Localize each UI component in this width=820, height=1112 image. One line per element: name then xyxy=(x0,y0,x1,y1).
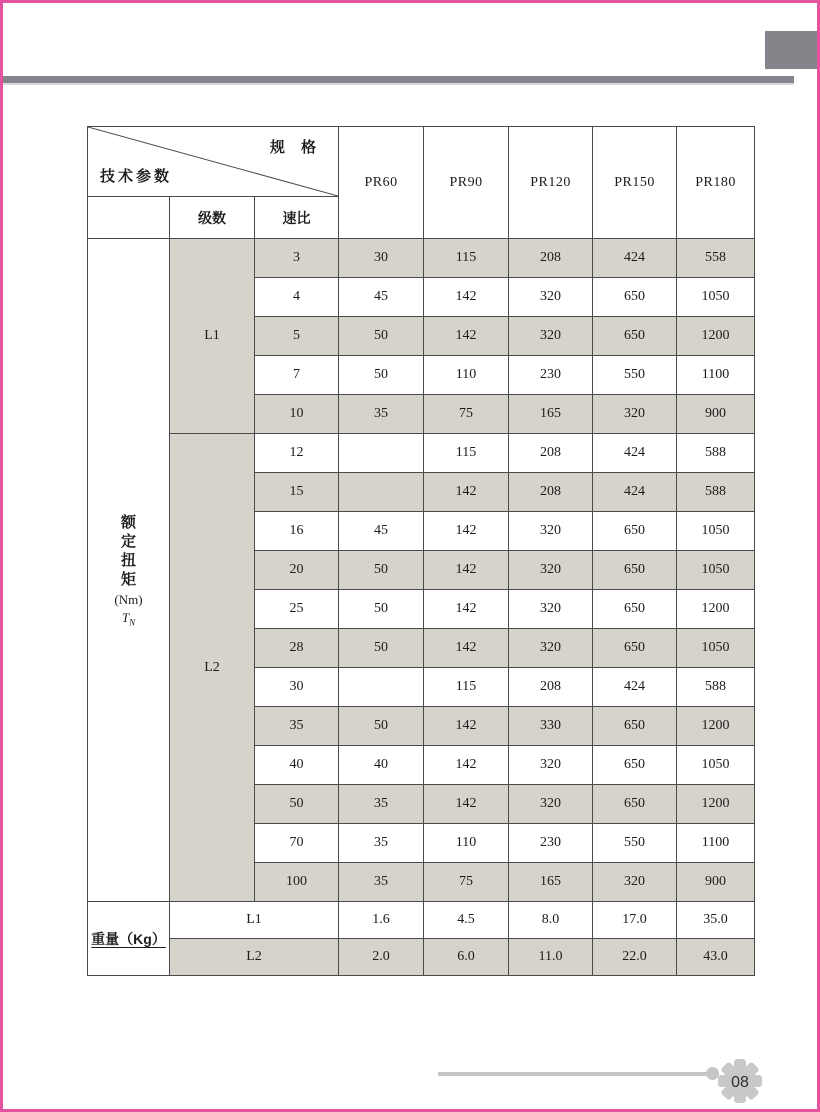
value-cell-pr60: 50 xyxy=(339,629,424,668)
weight-value-cell-pr150: 17.0 xyxy=(593,902,677,939)
value-cell-pr90: 142 xyxy=(424,473,509,512)
value-cell-pr90: 142 xyxy=(424,317,509,356)
weight-stage-cell: L2 xyxy=(170,939,339,976)
value-cell-pr90: 142 xyxy=(424,590,509,629)
value-cell-pr60 xyxy=(339,668,424,707)
value-cell-pr90: 115 xyxy=(424,239,509,278)
value-cell-pr120: 165 xyxy=(509,395,593,434)
weight-value-cell-pr120: 8.0 xyxy=(509,902,593,939)
value-cell-pr60: 50 xyxy=(339,590,424,629)
weight-stage-cell: L1 xyxy=(170,902,339,939)
value-cell-pr90: 115 xyxy=(424,434,509,473)
ratio-cell: 30 xyxy=(255,668,339,707)
value-cell-pr150: 550 xyxy=(593,824,677,863)
value-cell-pr120: 320 xyxy=(509,512,593,551)
value-cell-pr90: 110 xyxy=(424,356,509,395)
weight-value-cell-pr60: 2.0 xyxy=(339,939,424,976)
torque-label-cell xyxy=(88,239,170,902)
ratio-cell: 4 xyxy=(255,278,339,317)
value-cell-pr180: 1100 xyxy=(677,824,755,863)
value-cell-pr120: 208 xyxy=(509,434,593,473)
torque-unit-label: (Nm) xyxy=(114,591,143,607)
value-cell-pr150: 650 xyxy=(593,707,677,746)
value-cell-pr180: 1050 xyxy=(677,629,755,668)
value-cell-pr180: 1050 xyxy=(677,278,755,317)
ratio-cell: 70 xyxy=(255,824,339,863)
value-cell-pr90: 110 xyxy=(424,824,509,863)
corner-label-parameters: 技术参数 xyxy=(100,168,173,185)
value-cell-pr90: 142 xyxy=(424,551,509,590)
value-cell-pr120: 320 xyxy=(509,317,593,356)
stage-cell-L1: L1 xyxy=(170,239,255,434)
value-cell-pr120: 230 xyxy=(509,356,593,395)
ratio-cell: 7 xyxy=(255,356,339,395)
value-cell-pr150: 650 xyxy=(593,278,677,317)
torque-label-char: 扭 xyxy=(120,551,136,569)
value-cell-pr60: 50 xyxy=(339,707,424,746)
value-cell-pr60 xyxy=(339,434,424,473)
ratio-cell: 5 xyxy=(255,317,339,356)
value-cell-pr150: 650 xyxy=(593,512,677,551)
value-cell-pr90: 142 xyxy=(424,278,509,317)
ratio-cell: 12 xyxy=(255,434,339,473)
subheader-stage: 级数 xyxy=(170,197,255,239)
value-cell-pr120: 320 xyxy=(509,746,593,785)
col-header-pr90: PR90 xyxy=(424,127,509,239)
value-cell-pr60: 45 xyxy=(339,278,424,317)
value-cell-pr120: 208 xyxy=(509,239,593,278)
value-cell-pr180: 588 xyxy=(677,668,755,707)
ratio-cell: 3 xyxy=(255,239,339,278)
footer-rule-line xyxy=(438,1072,710,1076)
empty-header-cell xyxy=(88,197,170,239)
value-cell-pr120: 330 xyxy=(509,707,593,746)
weight-row-L2 xyxy=(88,939,755,976)
value-cell-pr60: 40 xyxy=(339,746,424,785)
value-cell-pr180: 1200 xyxy=(677,317,755,356)
value-cell-pr120: 208 xyxy=(509,668,593,707)
value-cell-pr60: 50 xyxy=(339,551,424,590)
value-cell-pr120: 230 xyxy=(509,824,593,863)
weight-value-cell-pr180: 35.0 xyxy=(677,902,755,939)
col-header-pr180: PR180 xyxy=(677,127,755,239)
value-cell-pr90: 142 xyxy=(424,512,509,551)
weight-value-cell-pr90: 4.5 xyxy=(424,902,509,939)
value-cell-pr180: 1100 xyxy=(677,356,755,395)
value-cell-pr150: 550 xyxy=(593,356,677,395)
value-cell-pr90: 142 xyxy=(424,785,509,824)
value-cell-pr150: 320 xyxy=(593,395,677,434)
page-number: 08 xyxy=(731,1074,749,1091)
spec-table xyxy=(87,126,755,976)
value-cell-pr90: 142 xyxy=(424,707,509,746)
value-cell-pr150: 424 xyxy=(593,239,677,278)
value-cell-pr60: 50 xyxy=(339,356,424,395)
value-cell-pr180: 1050 xyxy=(677,512,755,551)
value-cell-pr180: 1200 xyxy=(677,785,755,824)
value-cell-pr150: 650 xyxy=(593,317,677,356)
value-cell-pr180: 1050 xyxy=(677,746,755,785)
col-header-pr60: PR60 xyxy=(339,127,424,239)
value-cell-pr150: 320 xyxy=(593,863,677,902)
torque-label-char: 定 xyxy=(120,532,136,550)
value-cell-pr90: 75 xyxy=(424,395,509,434)
ratio-cell: 100 xyxy=(255,863,339,902)
corner-header-cell xyxy=(88,127,339,197)
weight-row-L1 xyxy=(88,902,755,939)
col-header-pr150: PR150 xyxy=(593,127,677,239)
corner-label-spec: 规 格 xyxy=(269,139,323,156)
value-cell-pr180: 900 xyxy=(677,395,755,434)
value-cell-pr180: 900 xyxy=(677,863,755,902)
ratio-cell: 28 xyxy=(255,629,339,668)
value-cell-pr60: 35 xyxy=(339,395,424,434)
gear-page-number-icon xyxy=(714,1053,766,1109)
value-cell-pr180: 1050 xyxy=(677,551,755,590)
weight-value-cell-pr120: 11.0 xyxy=(509,939,593,976)
value-cell-pr120: 208 xyxy=(509,473,593,512)
value-cell-pr120: 165 xyxy=(509,863,593,902)
data-row-ratio-12 xyxy=(88,434,755,473)
stage-cell-L2: L2 xyxy=(170,434,255,902)
weight-value-cell-pr150: 22.0 xyxy=(593,939,677,976)
ratio-cell: 50 xyxy=(255,785,339,824)
value-cell-pr90: 115 xyxy=(424,668,509,707)
torque-label-vertical-text xyxy=(88,513,169,589)
ratio-cell: 20 xyxy=(255,551,339,590)
weight-label-cell: 重量（Kg） xyxy=(88,902,170,976)
value-cell-pr60: 35 xyxy=(339,824,424,863)
table-header-row-1 xyxy=(88,127,755,197)
torque-label-char: 矩 xyxy=(120,570,136,588)
value-cell-pr60 xyxy=(339,473,424,512)
header-divider-bar xyxy=(3,76,794,85)
data-row-ratio-3 xyxy=(88,239,755,278)
value-cell-pr150: 650 xyxy=(593,590,677,629)
value-cell-pr150: 424 xyxy=(593,473,677,512)
value-cell-pr180: 588 xyxy=(677,473,755,512)
value-cell-pr60: 50 xyxy=(339,317,424,356)
weight-value-cell-pr60: 1.6 xyxy=(339,902,424,939)
value-cell-pr120: 320 xyxy=(509,590,593,629)
ratio-cell: 16 xyxy=(255,512,339,551)
ratio-cell: 10 xyxy=(255,395,339,434)
value-cell-pr120: 320 xyxy=(509,785,593,824)
ratio-cell: 15 xyxy=(255,473,339,512)
value-cell-pr120: 320 xyxy=(509,551,593,590)
torque-symbol: $T_N$ xyxy=(121,609,136,628)
value-cell-pr90: 142 xyxy=(424,746,509,785)
value-cell-pr150: 650 xyxy=(593,785,677,824)
value-cell-pr180: 1200 xyxy=(677,707,755,746)
value-cell-pr150: 424 xyxy=(593,668,677,707)
ratio-cell: 25 xyxy=(255,590,339,629)
value-cell-pr60: 45 xyxy=(339,512,424,551)
weight-value-cell-pr90: 6.0 xyxy=(424,939,509,976)
value-cell-pr180: 1200 xyxy=(677,590,755,629)
torque-label-char: 额 xyxy=(120,513,136,531)
value-cell-pr90: 75 xyxy=(424,863,509,902)
value-cell-pr150: 650 xyxy=(593,629,677,668)
top-right-decoration-block xyxy=(765,31,817,69)
value-cell-pr60: 35 xyxy=(339,785,424,824)
ratio-cell: 35 xyxy=(255,707,339,746)
ratio-cell: 40 xyxy=(255,746,339,785)
value-cell-pr180: 558 xyxy=(677,239,755,278)
value-cell-pr90: 142 xyxy=(424,629,509,668)
value-cell-pr150: 424 xyxy=(593,434,677,473)
subheader-ratio: 速比 xyxy=(255,197,339,239)
value-cell-pr60: 30 xyxy=(339,239,424,278)
weight-value-cell-pr180: 43.0 xyxy=(677,939,755,976)
value-cell-pr120: 320 xyxy=(509,629,593,668)
value-cell-pr150: 650 xyxy=(593,746,677,785)
value-cell-pr150: 650 xyxy=(593,551,677,590)
value-cell-pr60: 35 xyxy=(339,863,424,902)
value-cell-pr180: 588 xyxy=(677,434,755,473)
col-header-pr120: PR120 xyxy=(509,127,593,239)
value-cell-pr120: 320 xyxy=(509,278,593,317)
